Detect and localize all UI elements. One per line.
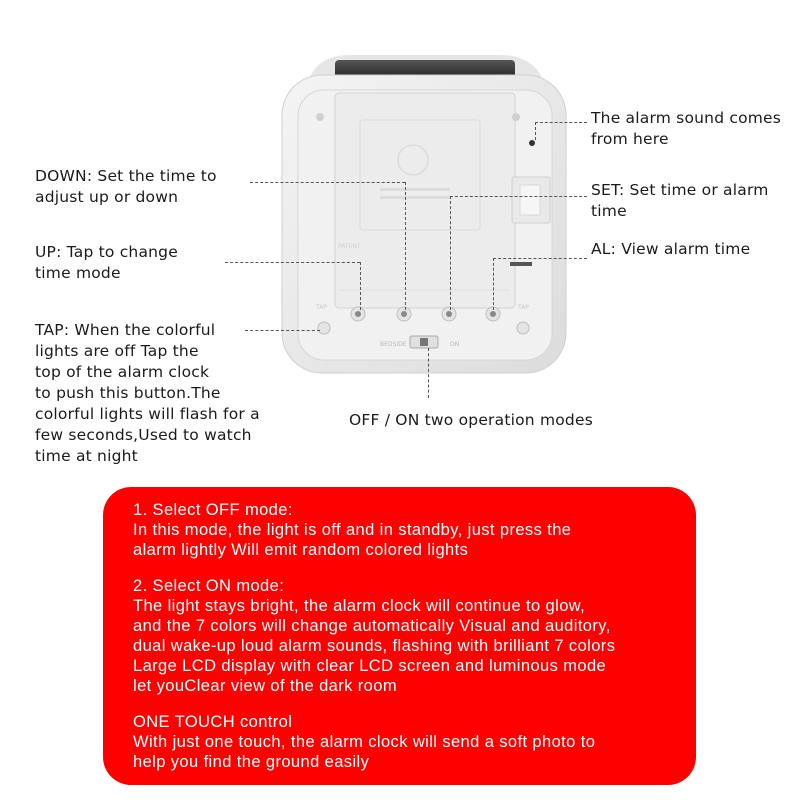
callout-off-on <box>349 410 593 431</box>
svg-text:BEDSIDE: BEDSIDE <box>380 341 407 348</box>
off-mode-heading: 1. Select OFF mode: <box>133 501 293 519</box>
callout-down-line2: adjust up or down <box>35 188 179 206</box>
callout-set-line2: time <box>591 202 627 220</box>
on-mode-line: The light stays bright, the alarm clock will continue to glow, <box>133 597 586 615</box>
off-mode-line: In this mode, the light is off and in standby, just press the <box>133 521 572 539</box>
leader-set-drop <box>450 196 451 310</box>
one-touch-line: help you find the ground easily <box>133 753 370 771</box>
on-mode-line: dual wake-up loud alarm sounds, flashing with brilliant 7 colors <box>133 637 616 655</box>
callout-up <box>35 242 178 284</box>
callout-tap-line3: top of the alarm clock <box>35 363 210 381</box>
callout-down-line1: DOWN: Set the time to <box>35 167 217 185</box>
alarm-clock-back-illustration <box>280 55 570 375</box>
callout-tap-line7: time at night <box>35 447 138 465</box>
on-mode-heading: 2. Select ON mode: <box>133 577 285 595</box>
off-mode-line: alarm lightly Will emit random colored lights <box>133 541 469 559</box>
svg-text:TAP: TAP <box>518 304 529 311</box>
one-touch-heading: ONE TOUCH control <box>133 713 293 731</box>
callout-tap-line4: to push this button.The <box>35 384 221 402</box>
leader-down <box>250 182 405 183</box>
callout-tap-line5: colorful lights will flash for a <box>35 405 260 423</box>
leader-alarm-sound <box>535 122 587 123</box>
callout-alarm-sound-line2: from here <box>591 130 669 148</box>
leader-tap <box>245 330 320 331</box>
on-mode-line: and the 7 colors will change automatically Visual and auditory, <box>133 617 611 635</box>
on-mode-line: Large LCD display with clear LCD screen and luminous mode <box>133 657 607 675</box>
speaker-hole <box>529 140 535 146</box>
callout-tap-line1: TAP: When the colorful <box>35 321 216 339</box>
battery-cover <box>335 93 515 308</box>
callout-up-line2: time mode <box>35 264 121 282</box>
leader-up-drop <box>360 262 361 310</box>
leader-down-drop <box>405 182 406 310</box>
one-touch-section <box>133 712 693 772</box>
callout-al <box>591 239 750 260</box>
svg-text:ON: ON <box>450 341 460 348</box>
callout-tap <box>35 320 260 467</box>
leader-al-drop <box>493 258 494 310</box>
callout-alarm-sound <box>591 108 781 150</box>
tap-button-left <box>318 322 330 334</box>
callout-set <box>591 180 769 222</box>
callout-set-line1: SET: Set time or alarm <box>591 181 769 199</box>
svg-text:TAP: TAP <box>316 304 327 311</box>
leader-set <box>450 196 587 197</box>
callout-down <box>35 166 217 208</box>
leader-up <box>225 262 360 263</box>
tap-button-right <box>517 322 529 334</box>
on-mode-section <box>133 576 693 696</box>
leader-alarm-sound-drop <box>535 122 536 140</box>
callout-al-line1: AL: View alarm time <box>591 240 751 258</box>
off-mode-section <box>133 500 693 560</box>
leader-al <box>493 258 587 259</box>
callout-alarm-sound-line1: The alarm sound comes <box>591 109 782 127</box>
screw-hole <box>316 113 324 121</box>
callout-up-line1: UP: Tap to change <box>35 243 178 261</box>
patent-text: PATENT <box>338 243 361 250</box>
callout-tap-line6: few seconds,Used to watch <box>35 426 252 444</box>
callout-off-on-line1: OFF / ON two operation modes <box>349 411 593 429</box>
al-slot <box>510 262 532 266</box>
on-mode-line: let youClear view of the dark room <box>133 677 397 695</box>
callout-tap-line2: lights are off Tap the <box>35 342 199 360</box>
info-panel <box>103 487 696 785</box>
screw-hole <box>512 113 520 121</box>
leader-off-on <box>428 348 429 398</box>
one-touch-line: With just one touch, the alarm clock will send a soft photo to <box>133 733 596 751</box>
